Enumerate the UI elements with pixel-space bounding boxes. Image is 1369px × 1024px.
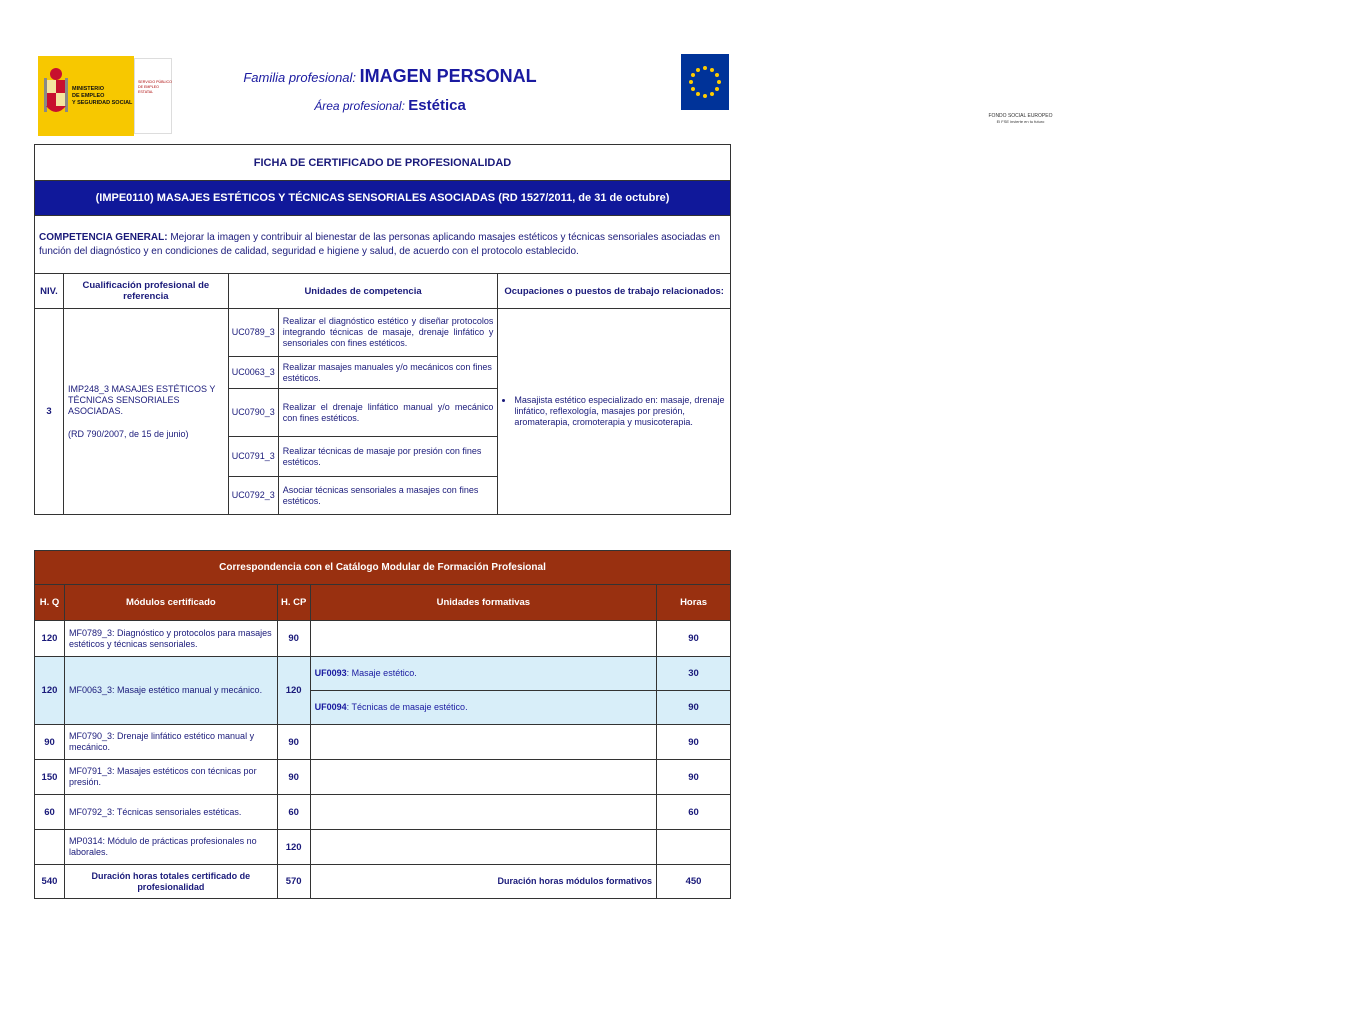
competencia-text: Mejorar la imagen y contribuir al bienestar de las personas aplicando masajes estéticos y técnicas sensoriales asociadas en función del diagnóstico y en condiciones de calidad, seguridad e higiene y salud, de acuerdo con el protocolo establecido. — [39, 231, 721, 257]
ficha-table — [34, 144, 731, 515]
total-uf-label: Duración horas módulos formativos — [310, 865, 656, 899]
col-hcp: H. CP — [277, 585, 310, 621]
competencia-label: COMPETENCIA GENERAL: — [39, 231, 168, 243]
nivel-value: 3 — [35, 309, 64, 515]
table-row: 90 MF0790_3: Drenaje linfático estético manual y mecánico. 90 90 — [35, 725, 731, 760]
eu-logo — [672, 54, 1053, 124]
col-horas: Horas — [657, 585, 731, 621]
cualificacion-cell — [63, 309, 228, 515]
module-name: MF0792_3: Técnicas sensoriales estéticas. — [64, 795, 277, 830]
uc-text: Realizar técnicas de masaje por presión con fines estéticos. — [278, 437, 498, 477]
table-row: 120 MF0063_3: Masaje estético manual y mecánico. 120 UF0093: Masaje estético. 30 — [35, 657, 731, 691]
ficha-title: FICHA DE CERTIFICADO DE PROFESIONALIDAD — [35, 145, 731, 181]
eu-stars-icon — [681, 54, 729, 110]
cualificacion-rd: (RD 790/2007, de 15 de junio) — [67, 428, 189, 439]
col-unidades: Unidades de competencia — [228, 274, 498, 309]
module-name: MF0063_3: Masaje estético manual y mecánico. — [64, 657, 277, 725]
eu-fund-name: FONDO SOCIAL EUROPEO — [988, 113, 1053, 119]
uf-item: UF0094: Técnicas de masaje estético. — [310, 691, 656, 725]
uc-code: UC0063_3 — [228, 357, 278, 389]
uc-code: UC0789_3 — [228, 309, 278, 357]
ocupacion-item: • Masajista estético especializado en: masaje, drenaje linfático, reflexología, masajes por presión, aromaterapia, cromoterapia y musicoterapia. — [514, 395, 726, 428]
area-label: Área profesional: — [314, 99, 405, 113]
col-cualificacion: Cualificación profesional de referencia — [63, 274, 228, 309]
uf-item: UF0093: Masaje estético. — [310, 657, 656, 691]
module-name: MF0789_3: Diagnóstico y protocolos para masajes estéticos y técnicas sensoriales. — [64, 621, 277, 657]
uc-text: Realizar masajes manuales y/o mecánicos con fines estéticos. — [278, 357, 498, 389]
uc-code: UC0791_3 — [228, 437, 278, 477]
table-row: UF0094: Técnicas de masaje estético. 90 — [35, 691, 731, 725]
uc-code: UC0790_3 — [228, 389, 278, 437]
table-row: MP0314: Módulo de prácticas profesionales no laborales. 120 — [35, 830, 731, 865]
col-ocupaciones: Ocupaciones o puestos de trabajo relacionados: — [498, 274, 731, 309]
module-name: MF0791_3: Masajes estéticos con técnicas por presión. — [64, 760, 277, 795]
certificate-title: (IMPE0110) MASAJES ESTÉTICOS Y TÉCNICAS SENSORIALES ASOCIADAS (RD 1527/2011, de 31 de octubre) — [35, 181, 731, 216]
total-label: Duración horas totales certificado de profesionalidad — [64, 865, 277, 899]
table-row: 60 MF0792_3: Técnicas sensoriales estéticas. 60 60 — [35, 795, 731, 830]
area-value: Estética — [408, 97, 466, 114]
col-niv: NIV. — [35, 274, 64, 309]
correspondencia-title: Correspondencia con el Catálogo Modular de Formación Profesional — [35, 551, 731, 585]
cualificacion-name: IMP248_3 MASAJES ESTÉTICOS Y TÉCNICAS SENSORIALES ASOCIADAS. — [67, 383, 216, 416]
eu-fund-slogan: El FSE invierte en tu futuro — [996, 119, 1045, 124]
uc-text: Asociar técnicas sensoriales a masajes con fines estéticos. — [278, 477, 498, 515]
ministry-logo: MINISTERIO DE EMPLEO Y SEGURIDAD SOCIAL SERVICIO PÚBLICO DE EMPLEO ESTATAL — [38, 56, 172, 136]
col-unidades-formativas: Unidades formativas — [310, 585, 656, 621]
module-name: MF0790_3: Drenaje linfático estético manual y mecánico. — [64, 725, 277, 760]
familia-label: Familia profesional: — [243, 70, 357, 85]
uc-code: UC0792_3 — [228, 477, 278, 515]
table-row: 120 MF0789_3: Diagnóstico y protocolos para masajes estéticos y técnicas sensoriales. 90 90 — [35, 621, 731, 657]
correspondencia-table — [34, 550, 731, 899]
col-hq: H. Q — [35, 585, 65, 621]
competencia-general — [35, 216, 731, 274]
coat-of-arms-icon — [44, 66, 68, 118]
page-heading — [200, 66, 580, 114]
module-name: MP0314: Módulo de prácticas profesionales no laborales. — [64, 830, 277, 865]
total-row: 540 Duración horas totales certificado de profesionalidad 570 Duración horas módulos formativos 450 — [35, 865, 731, 899]
col-modulos: Módulos certificado — [64, 585, 277, 621]
ocupaciones-cell — [498, 309, 731, 515]
uc-text: Realizar el drenaje linfático manual y/o mecánico con fines estéticos. — [278, 389, 498, 437]
table-row: 150 MF0791_3: Masajes estéticos con técnicas por presión. 90 90 — [35, 760, 731, 795]
familia-value: IMAGEN PERSONAL — [359, 66, 537, 86]
uc-text: Realizar el diagnóstico estético y diseñar protocolos integrando técnicas de masaje, drenaje linfático y sensoriales con fines estéticos. — [278, 309, 498, 357]
